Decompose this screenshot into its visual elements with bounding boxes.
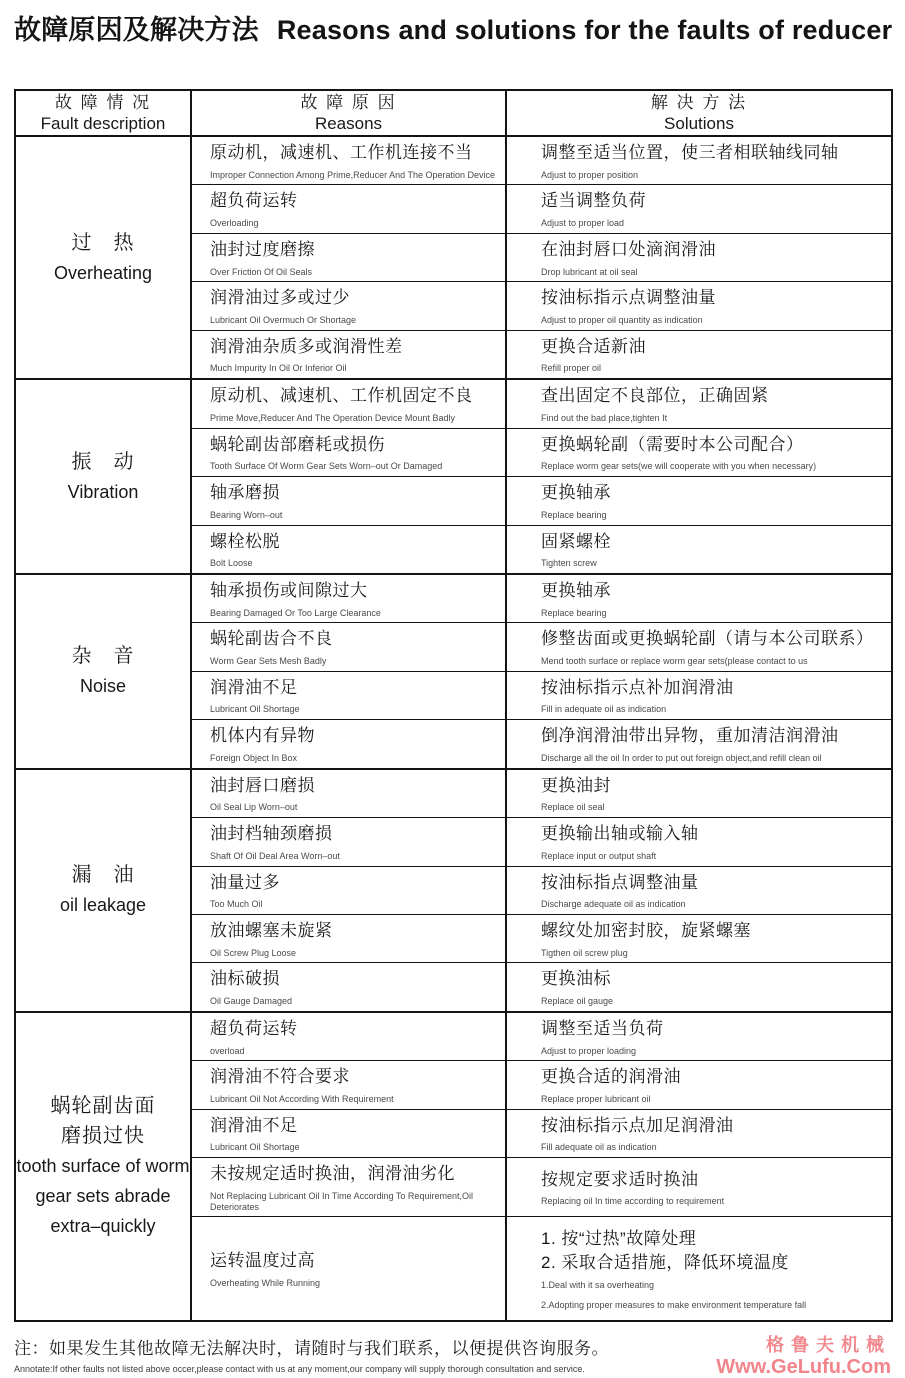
fault-category-en: extra–quickly: [50, 1216, 156, 1237]
solution-zh: 调整至适当位置，使三者相联轴线同轴: [541, 143, 839, 162]
solution-cell: [506, 330, 892, 379]
reason-zh: 油量过多: [210, 872, 280, 892]
reason-en: Overloading: [210, 218, 259, 229]
reason-en: overload: [210, 1045, 245, 1056]
header-reasons-en: Reasons: [314, 114, 383, 133]
reason-cell: [191, 428, 506, 476]
reason-cell: [191, 623, 506, 671]
reason-zh: 蜗轮副齿部磨耗或损伤: [210, 434, 385, 454]
reason-cell: [191, 866, 506, 914]
header-reasons: [191, 90, 506, 136]
fault-category-cell: [15, 1012, 191, 1321]
fault-category-zh: 振 动: [71, 450, 135, 473]
reason-en: Lubricant Oil Shortage: [210, 704, 300, 715]
solution-zh: 修整齿面或更换蜗轮副（请与本公司联系）: [541, 629, 874, 649]
reason-zh: 原动机、减速机、工作机固定不良: [210, 386, 473, 406]
solution-en: Replacing oil In time according to requirement: [541, 1196, 725, 1207]
reason-zh: 原动机，减速机、工作机连接不当: [210, 143, 473, 162]
solution-zh: 适当调整负荷: [541, 191, 646, 211]
reason-en: Lubricant Oil Overmuch Or Shortage: [210, 314, 357, 325]
solution-cell: [506, 1158, 892, 1217]
reason-cell: [191, 233, 506, 281]
solution-cell: [506, 1217, 892, 1321]
solution-zh: 查出固定不良部位，正确固紧: [541, 386, 769, 406]
fault-category-zh: 磨损过快: [61, 1125, 145, 1148]
solution-cell: [506, 136, 892, 185]
solution-zh: 更换合适的润滑油: [541, 1067, 681, 1087]
reason-zh: 螺栓松脱: [210, 531, 280, 551]
reason-cell: [191, 1217, 506, 1321]
solution-en: 2.Adopting proper measures to make environment temperature fall: [541, 1299, 807, 1310]
solution-cell: [506, 1061, 892, 1109]
reason-en: Worm Gear Sets Mesh Badly: [210, 656, 327, 667]
table-row: [15, 379, 892, 428]
solution-zh: 更换输出轴或输入轴: [541, 824, 699, 844]
solution-zh: 更换油标: [541, 969, 611, 989]
fault-category-zh: 过 热: [71, 231, 135, 254]
fault-category-zh: 杂 音: [71, 645, 135, 668]
reason-zh: 润滑油过多或过少: [210, 288, 350, 308]
solution-cell: [506, 379, 892, 428]
reason-en: Prime Move,Reducer And The Operation Device Mount Badly: [210, 412, 455, 423]
solution-cell: [506, 1012, 892, 1061]
reason-cell: [191, 1109, 506, 1157]
header-solutions-zh: 解 决 方 法: [650, 92, 748, 112]
fault-category-zh: 漏 油: [71, 864, 135, 887]
reason-en: Oil Gauge Damaged: [210, 996, 293, 1007]
solution-zh: 2. 采取合适措施，降低环境温度: [541, 1253, 789, 1273]
fault-category-cell: [15, 379, 191, 574]
table-header-row: [15, 90, 892, 136]
solution-zh: 按油标指示点补加润滑油: [541, 677, 734, 697]
reason-zh: 轴承磨损: [210, 483, 280, 503]
reason-en: Bearing Damaged Or Too Large Clearance: [210, 607, 381, 618]
reason-cell: [191, 185, 506, 233]
reason-en: Lubricant Oil Not According With Requirement: [210, 1093, 394, 1104]
watermark-brand-zh: 格鲁夫机械: [766, 1334, 891, 1355]
solution-zh: 更换合适新油: [541, 336, 646, 356]
fault-category-en: Vibration: [67, 481, 139, 502]
header-solutions: [506, 90, 892, 136]
solution-zh: 调整至适当负荷: [541, 1018, 664, 1038]
solution-en: Fill adequate oil as indication: [541, 1142, 657, 1153]
solution-en: Replace oil gauge: [541, 996, 614, 1007]
reason-en: Tooth Surface Of Worm Gear Sets Worn–out Or Damaged: [210, 461, 443, 472]
solution-en: Discharge all the oil In order to put out foreign object,and refill clean oil: [541, 752, 822, 763]
reason-zh: 油封档轴颈磨损: [210, 824, 333, 844]
fault-category-cell: [15, 574, 191, 769]
header-fault-description-en: Fault description: [40, 114, 166, 133]
reason-en: Oil Screw Plug Loose: [210, 947, 297, 958]
fault-category-cell: [15, 769, 191, 1012]
table-row: [15, 1012, 892, 1061]
solution-en: Replace bearing: [541, 509, 607, 520]
reason-en: Overheating While Running: [210, 1277, 321, 1288]
table-row: [15, 136, 892, 185]
reason-zh: 油标破损: [210, 969, 280, 989]
solution-cell: [506, 185, 892, 233]
reason-en: Foreign Object In Box: [210, 752, 298, 763]
watermark-website: Www.GeLufu.Com: [716, 1355, 891, 1378]
solution-cell: [506, 428, 892, 476]
header-solutions-en: Solutions: [664, 114, 734, 133]
solution-en: Replace worm gear sets(we will cooperate with you when necessary): [541, 461, 817, 472]
reason-en: Shaft Of Oil Deal Area Worn–out: [210, 850, 340, 861]
fault-category-zh: 蜗轮副齿面: [50, 1095, 156, 1118]
reason-en: Much Impurity In Oil Or Inferior Oil: [210, 363, 347, 374]
reason-en: Lubricant Oil Shortage: [210, 1142, 300, 1153]
reason-cell: [191, 1061, 506, 1109]
reason-cell: [191, 525, 506, 574]
fault-category-en: gear sets abrade: [35, 1186, 171, 1207]
reason-en: Bearing Worn–out: [210, 509, 283, 520]
solution-zh: 1. 按“过热”故障处理: [541, 1228, 697, 1248]
reason-zh: 机体内有异物: [210, 726, 315, 746]
footer-note: [14, 1334, 609, 1374]
solution-zh: 固紧螺栓: [541, 531, 611, 551]
solution-zh: 更换轴承: [541, 483, 611, 503]
reason-cell: [191, 1158, 506, 1217]
solution-zh: 按油标指示点加足润滑油: [541, 1115, 734, 1135]
table-row: [15, 769, 892, 818]
solution-en: Discharge adequate oil as indication: [541, 899, 686, 910]
solution-cell: [506, 282, 892, 330]
reason-en: Oil Seal Lip Worn–out: [210, 802, 298, 813]
reason-cell: [191, 330, 506, 379]
page-title-en: Reasons and solutions for the faults of reducer: [276, 15, 893, 45]
header-fault-description-zh: 故 障 情 况: [54, 92, 152, 112]
solution-cell: [506, 769, 892, 818]
solution-zh: 更换油封: [541, 775, 611, 795]
solution-zh: 倒净润滑油带出异物，重加清洁润滑油: [541, 726, 839, 746]
reason-cell: [191, 1012, 506, 1061]
reason-cell: [191, 769, 506, 818]
solution-en: Replace oil seal: [541, 802, 605, 813]
reason-zh: 轴承损伤或间隙过大: [210, 580, 368, 600]
solution-en: Adjust to proper oil quantity as indication: [541, 314, 703, 325]
table-row: [15, 574, 892, 623]
watermark: [716, 1334, 891, 1378]
solution-en: Adjust to proper loading: [541, 1045, 637, 1056]
solution-en: Replace input or output shaft: [541, 850, 657, 861]
solution-cell: [506, 866, 892, 914]
reason-en: Too Much Oil: [210, 899, 263, 910]
solution-en: 1.Deal with it sa overheating: [541, 1280, 655, 1291]
reason-cell: [191, 915, 506, 963]
solution-en: Tigthen oil screw plug: [541, 947, 628, 958]
solution-cell: [506, 915, 892, 963]
header-fault-description: [15, 90, 191, 136]
solution-cell: [506, 818, 892, 866]
solution-en: Refill proper oil: [541, 363, 602, 374]
solution-cell: [506, 525, 892, 574]
reason-zh: 蜗轮副齿合不良: [210, 629, 333, 649]
page-title-zh: 故障原因及解决方法: [14, 15, 259, 45]
reason-zh: 超负荷运转: [210, 191, 298, 211]
reason-zh: 油封过度磨擦: [210, 239, 315, 259]
reason-cell: [191, 136, 506, 185]
page-title: [14, 8, 891, 47]
reason-zh: 润滑油不足: [210, 1115, 298, 1135]
reason-cell: [191, 282, 506, 330]
solution-cell: [506, 963, 892, 1012]
reason-cell: [191, 818, 506, 866]
solution-en: Find out the bad place,tighten It: [541, 412, 668, 423]
header-reasons-zh: 故 障 原 因: [300, 92, 397, 112]
reason-cell: [191, 671, 506, 719]
reason-en: Over Friction Of Oil Seals: [210, 266, 313, 277]
reason-cell: [191, 574, 506, 623]
solution-en: Replace bearing: [541, 607, 607, 618]
solution-cell: [506, 233, 892, 281]
reason-cell: [191, 477, 506, 525]
reason-zh: 油封唇口磨损: [210, 775, 315, 795]
fault-category-en: tooth surface of worm: [16, 1156, 190, 1177]
reason-zh: 未按规定适时换油，润滑油劣化: [210, 1164, 455, 1184]
solution-zh: 在油封唇口处滴润滑油: [541, 239, 716, 259]
solution-zh: 按规定要求适时换油: [541, 1169, 699, 1189]
footer-note-zh: 注：如果发生其他故障无法解决时，请随时与我们联系，以便提供咨询服务。: [14, 1338, 609, 1358]
footer: [14, 1334, 891, 1378]
reason-cell: [191, 720, 506, 769]
solution-cell: [506, 720, 892, 769]
footer-note-en: Annotate:If other faults not listed above occer,please contact with us at any moment,our company will supply thorough consultation and service.: [14, 1363, 585, 1374]
reason-cell: [191, 963, 506, 1012]
solution-en: Replace proper lubricant oil: [541, 1093, 651, 1104]
solution-en: Adjust to proper position: [541, 169, 639, 180]
solution-cell: [506, 574, 892, 623]
solution-cell: [506, 1109, 892, 1157]
solution-cell: [506, 623, 892, 671]
solution-zh: 螺纹处加密封胶，旋紧螺塞: [541, 921, 751, 940]
reason-en: Bolt Loose: [210, 558, 253, 569]
fault-category-cell: [15, 136, 191, 379]
reason-zh: 放油螺塞未旋紧: [210, 921, 333, 940]
reason-zh: 润滑油不符合要求: [210, 1067, 350, 1087]
fault-category-en: oil leakage: [59, 895, 147, 916]
solution-cell: [506, 671, 892, 719]
solution-en: Drop lubricant at oil seal: [541, 266, 638, 277]
reason-zh: 超负荷运转: [210, 1018, 298, 1038]
fault-table: [14, 89, 893, 1322]
solution-en: Fill in adequate oil as indication: [541, 704, 667, 715]
fault-category-en: Overheating: [53, 262, 153, 283]
solution-zh: 更换蜗轮副（需要时本公司配合）: [541, 434, 804, 454]
solution-zh: 按油标指点调整油量: [541, 872, 699, 892]
solution-en: Mend tooth surface or replace worm gear sets(please contact to us: [541, 656, 808, 667]
reason-en: Not Replacing Lubricant Oil In Time According To Requirement,Oil Deteriorates: [210, 1190, 473, 1212]
solution-cell: [506, 477, 892, 525]
solution-zh: 按油标指示点调整油量: [541, 288, 716, 308]
reason-zh: 运转温度过高: [210, 1250, 315, 1270]
reason-en: Improper Connection Among Prime,Reducer And The Operation Device: [210, 169, 495, 180]
reason-cell: [191, 379, 506, 428]
solution-en: Adjust to proper load: [541, 218, 625, 229]
solution-en: Tighten screw: [541, 558, 597, 569]
solution-zh: 更换轴承: [541, 580, 611, 600]
fault-category-en: Noise: [79, 676, 127, 697]
reason-zh: 润滑油杂质多或润滑性差: [210, 336, 403, 356]
reason-zh: 润滑油不足: [210, 677, 298, 697]
